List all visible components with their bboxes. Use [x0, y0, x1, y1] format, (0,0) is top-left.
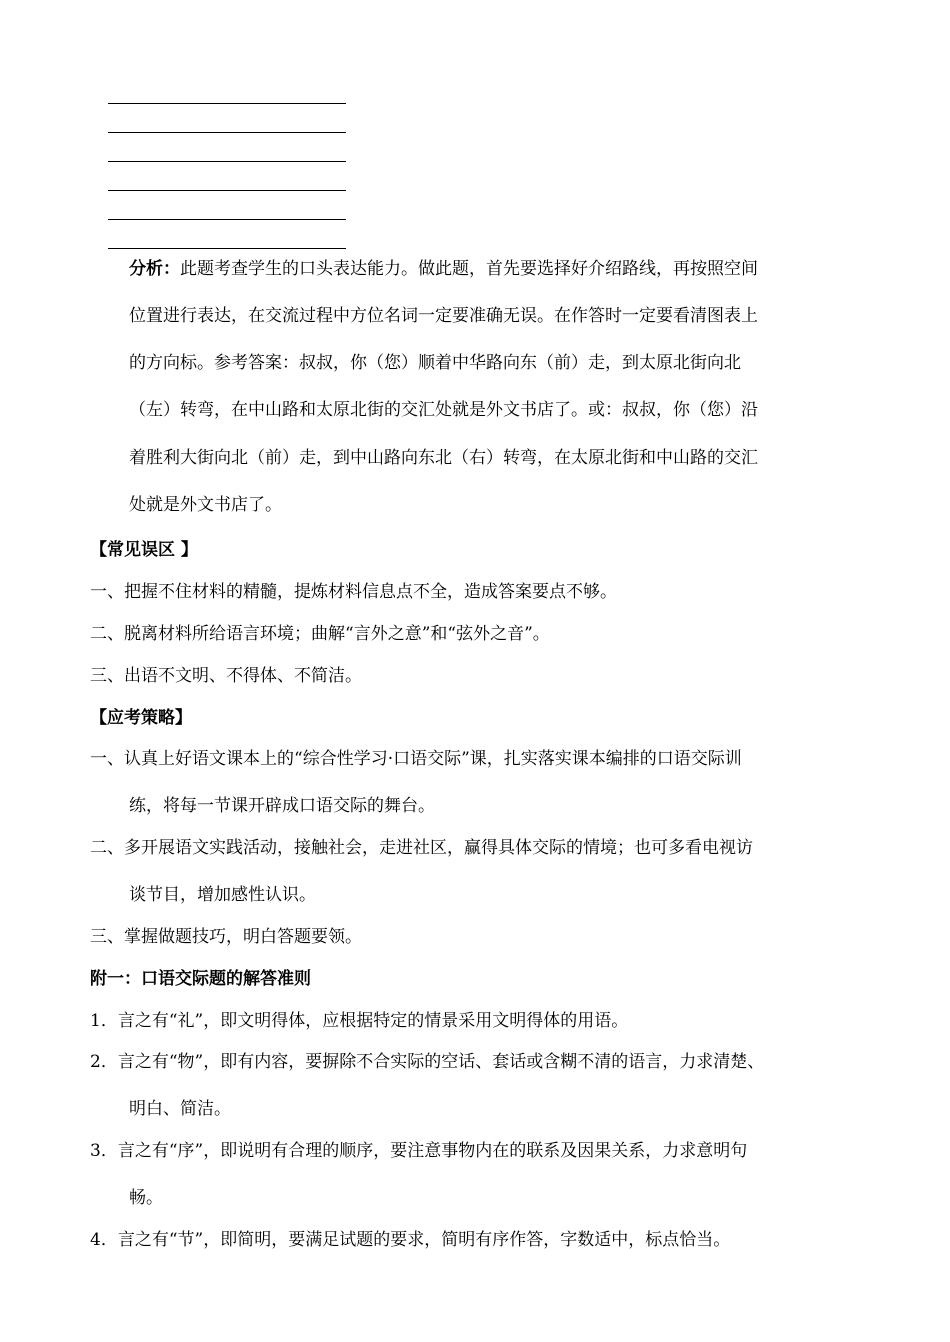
strategy-item-cont: 谈节目，增加感性认识。	[129, 885, 316, 905]
appendix-item: 3．言之有“序”，即说明有合理的顺序，要注意事物内在的联系及因果关系，力求意明句	[90, 1141, 748, 1161]
appendix-item: 4．言之有“节”，即简明，要满足试题的要求，简明有序作答，字数适中，标点恰当。	[90, 1230, 731, 1250]
strategy-item: 一、认真上好语文课本上的“综合性学习·口语交际”课，扎实落实课本编排的口语交际训	[90, 749, 742, 769]
blank-line	[108, 161, 346, 162]
strategy-item-cont: 练，将每一节课开辟成口语交际的舞台。	[129, 796, 435, 816]
mistake-item: 二、脱离材料所给语言环境；曲解“言外之意”和“弦外之音”。	[90, 624, 550, 644]
analysis-line-3: 的方向标。参考答案：叔叔，你（您）顺着中华路向东（前）走，到太原北街向北	[129, 353, 741, 373]
mistake-item: 一、把握不住材料的精髓，提炼材料信息点不全，造成答案要点不够。	[90, 582, 617, 602]
blank-line	[108, 103, 346, 104]
appendix-item-cont: 畅。	[129, 1188, 163, 1208]
appendix-item: 1．言之有“礼”，即文明得体，应根据特定的情景采用文明得体的用语。	[90, 1011, 629, 1031]
mistake-item: 三、出语不文明、不得体、不简洁。	[90, 666, 362, 686]
strategy-item: 三、掌握做题技巧，明白答题要领。	[90, 927, 362, 947]
appendix-heading: 附一：口语交际题的解答准则	[90, 969, 311, 989]
analysis-text: 此题考查学生的口头表达能力。做此题，首先要选择好介绍路线，再按照空间	[180, 259, 758, 279]
analysis-line-2: 位置进行表达，在交流过程中方位名词一定要准确无误。在作答时一定要看清图表上	[129, 306, 758, 326]
blank-line	[108, 190, 346, 191]
blank-line	[108, 219, 346, 220]
appendix-item: 2．言之有“物”，即有内容，要摒除不合实际的空话、套话或含糊不清的语言，力求清楚、	[90, 1052, 765, 1072]
strategy-item: 二、多开展语文实践活动，接触社会，走进社区，赢得具体交际的情境；也可多看电视访	[90, 838, 753, 858]
analysis-line-6: 处就是外文书店了。	[129, 495, 282, 515]
blank-line	[108, 248, 346, 249]
strategy-heading: 【应考策略】	[90, 708, 192, 728]
analysis-label: 分析：	[129, 259, 180, 279]
appendix-item-cont: 明白、简洁。	[129, 1099, 231, 1119]
blank-line	[108, 132, 346, 133]
mistakes-heading: 【常见误区 】	[90, 540, 198, 560]
analysis-line-4: （左）转弯，在中山路和太原北街的交汇处就是外文书店了。或：叔叔，你（您）沿	[129, 400, 758, 420]
analysis-line-5: 着胜利大街向北（前）走，到中山路向东北（右）转弯，在太原北街和中山路的交汇	[129, 448, 758, 468]
analysis-line-1	[129, 259, 758, 279]
